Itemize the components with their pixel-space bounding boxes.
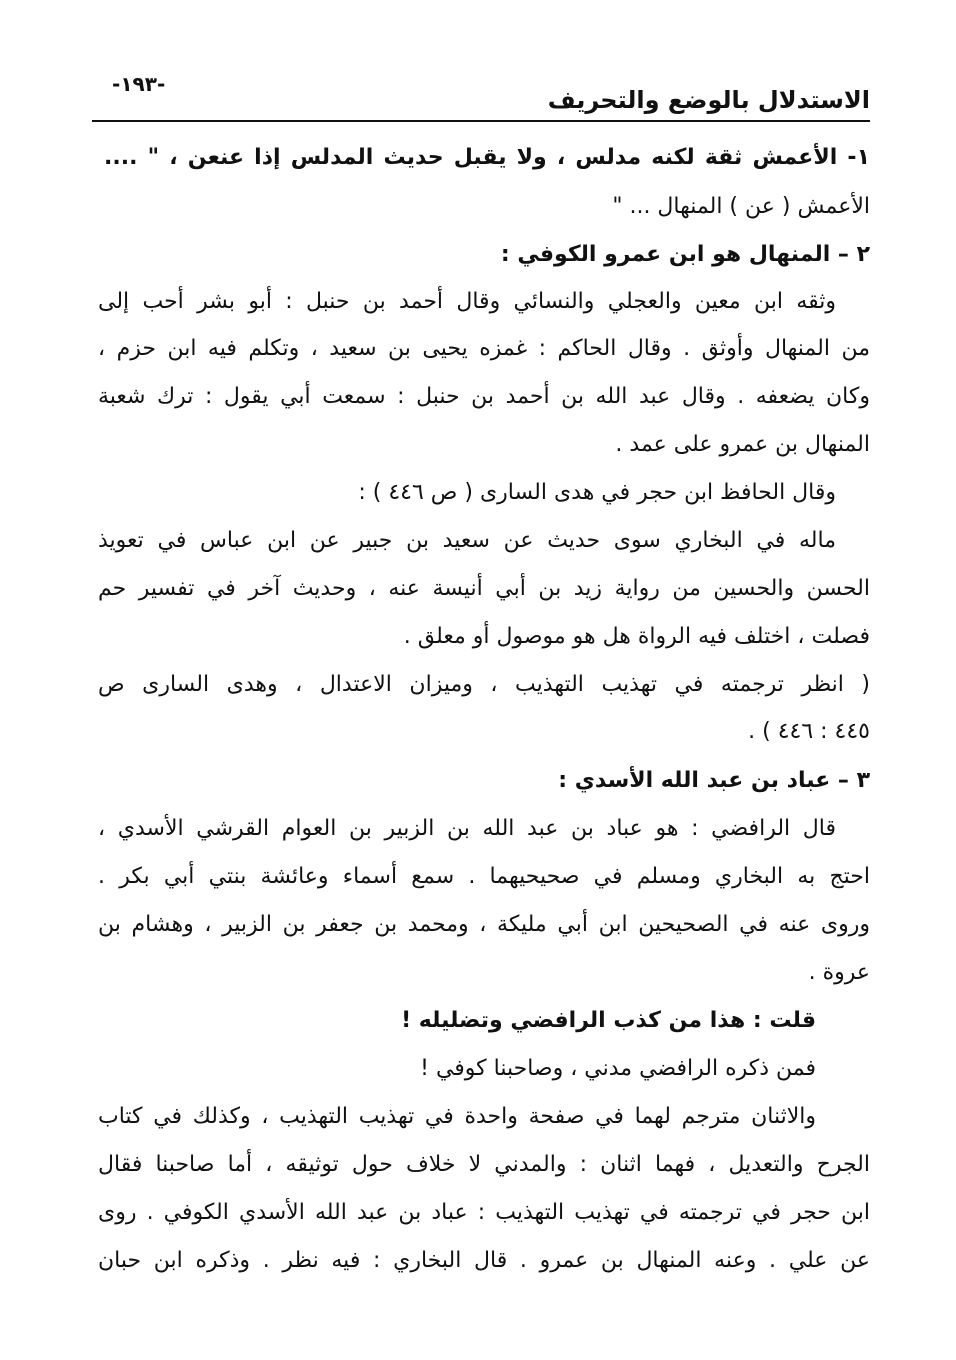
text-line: الأعمش ( عن ) المنهال ... "	[612, 194, 870, 219]
text-line: الحسن والحسين من رواية زيد بن أبي أنيسة عنه ، وحديث آخر في تفسير حم	[98, 576, 870, 601]
section-heading: ٢ – المنهال هو ابن عمرو الكوفي :	[500, 242, 870, 267]
text-line: احتج به البخاري ومسلم في صحيحيهما . سمع أسماء وعائشة بنتي أبي بكر .	[98, 864, 870, 889]
text-line: قلت : هذا من كذب الرافضي وتضليله !	[401, 1008, 816, 1033]
header-rule	[92, 120, 870, 122]
text-line: عن علي . وعنه المنهال بن عمرو . قال البخاري : فيه نظر . وذكره ابن حبان	[98, 1248, 870, 1273]
text-line: وثقه ابن معين والعجلي والنسائي وقال أحمد بن حنبل : أبو بشر أحب إلى	[98, 289, 836, 314]
text-line: فصلت ، اختلف فيه الرواة هل هو موصول أو معلق .	[403, 624, 870, 649]
text-line: ماله في البخاري سوى حديث عن سعيد بن جبير عن ابن عباس في تعويذ	[98, 528, 836, 553]
text-line: ١- الأعمش ثقة لكنه مدلس ، ولا يقبل حديث المدلس إذا عنعن ، " ....	[104, 145, 870, 170]
text-line: المنهال بن عمرو على عمد .	[615, 432, 870, 457]
section-heading: ٣ – عباد بن عبد الله الأسدي :	[558, 768, 870, 793]
text-line: قال الرافضي : هو عباد بن عبد الله بن الزبير بن العوام القرشي الأسدي ،	[98, 816, 836, 841]
text-line: ( انظر ترجمته في تهذيب التهذيب ، وميزان الاعتدال ، وهدى السارى ص	[98, 672, 870, 697]
text-line: عروة .	[808, 960, 870, 985]
text-line: والاثنان مترجم لهما في صفحة واحدة في تهذيب التهذيب ، وكذلك في كتاب	[98, 1104, 816, 1129]
running-title: الاستدلال بالوضع والتحريف	[547, 86, 870, 114]
text-line: وقال الحافظ ابن حجر في هدى السارى ( ص ٤٤٦ ) :	[358, 480, 836, 505]
text-line: وكان يضعفه . وقال عبد الله بن أحمد بن حنبل : سمعت أبي يقول : ترك شعبة	[98, 384, 870, 409]
text-line: وروى عنه في الصحيحين ابن أبي مليكة ، ومحمد بن جعفر بن الزبير ، وهشام بن	[98, 912, 870, 937]
page-number: -١٩٣-	[112, 72, 166, 96]
text-line: فمن ذكره الرافضي مدني ، وصاحبنا كوفي !	[420, 1056, 816, 1081]
text-line: من المنهال وأوثق . وقال الحاكم : غمزه يحيى بن سعيد ، وتكلم فيه ابن حزم ،	[98, 336, 870, 361]
text-line: ابن حجر في ترجمته في تهذيب التهذيب : عباد بن عبد الله الأسدي الكوفي . روى	[98, 1200, 870, 1225]
text-line: ٤٤٥ : ٤٤٦ ) .	[748, 719, 870, 744]
text-line: الجرح والتعديل ، فهما اثنان : والمدني لا خلاف حول توثيقه ، أما صاحبنا فقال	[98, 1152, 870, 1177]
